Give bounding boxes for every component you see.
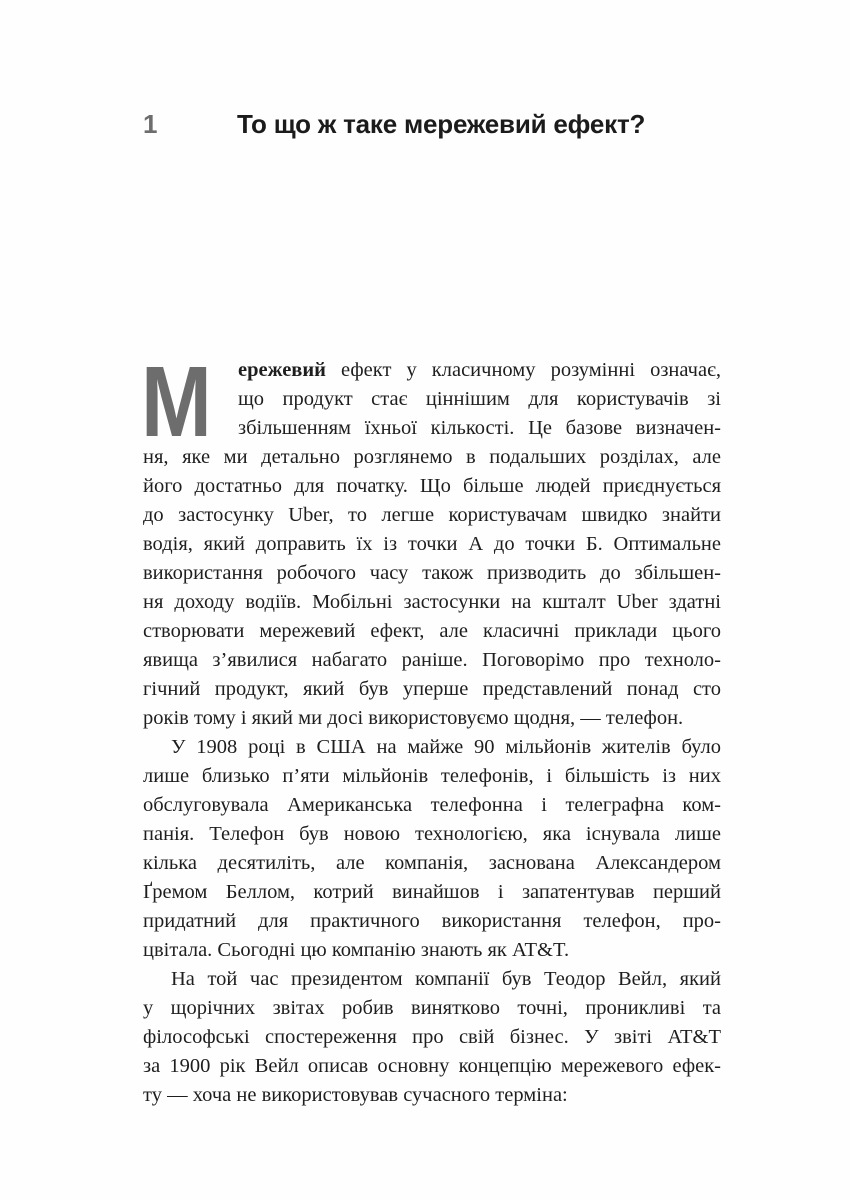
text-line: кілька десятиліть, але компанія, заснована Александером <box>143 852 721 874</box>
text-line: лише близько п’яти мільйонів телефонів, і більшість із них <box>143 765 721 787</box>
paragraph-3 <box>143 965 721 1110</box>
text-line: років тому і який ми досі використовуємо щодня, — телефон. <box>143 707 684 729</box>
text-line: У 1908 році в США на майже 90 мільйонів жителів було <box>171 736 721 758</box>
paragraph-1 <box>141 346 721 733</box>
text-line: цвітала. Сьогодні цю компанію знають як AT&T. <box>143 939 570 961</box>
paragraph-2 <box>143 733 721 965</box>
text-line: придатний для практичного використання телефон, про- <box>143 910 721 932</box>
text-line: ту — хоча не використовував сучасного терміна: <box>143 1084 568 1106</box>
text-line: до застосунку Uber, то легше користувачам швидко знайти <box>143 504 721 526</box>
text-line: гічний продукт, який був уперше представлений понад сто <box>143 678 721 700</box>
text-line: за 1900 рік Вейл описав основну концепцію мережевого ефек- <box>143 1055 721 1077</box>
dropcap-letter: М <box>141 346 212 458</box>
chapter-title: То що ж таке мережевий ефект? <box>237 109 646 139</box>
text-line: створювати мережевий ефект, але класичні приклади цього <box>143 620 721 642</box>
text-line: панія. Телефон був новою технологією, яка існувала лише <box>143 823 721 845</box>
text-line: що продукт стає ціннішим для користувачів зі <box>238 388 721 410</box>
lead-word: ережевий <box>238 359 326 381</box>
body-text <box>141 346 721 1110</box>
text-line: водія, який доправить їх із точки А до точки Б. Оптимальне <box>143 533 721 555</box>
text-line: філософські спостереження про свій бізнес. У звіті AT&T <box>143 1026 721 1048</box>
line-text: ефект у класичному розумінні означає, <box>326 359 721 381</box>
text-line: Ґремом Беллом, котрий винайшов і запатентував перший <box>143 881 721 903</box>
text-line: його достатньо для початку. Що більше людей приєднується <box>143 475 721 497</box>
chapter-header <box>143 108 723 142</box>
text-line: збільшенням їхньої кількості. Це базове визначен- <box>238 417 721 439</box>
text-line: обслуговувала Американська телефонна і телеграфна ком- <box>143 794 721 816</box>
text-line: На той час президентом компанії був Теодор Вейл, який <box>171 968 721 990</box>
text-line: явища з’явилися набагато раніше. Поговорімо про техноло- <box>143 649 721 671</box>
text-line: у щорічних звітах робив винятково точні, проникливі та <box>143 997 721 1019</box>
dropcap-box <box>141 346 238 458</box>
text-line: ня, яке ми детально розглянемо в подальших розділах, але <box>143 446 721 468</box>
text-line: ня доходу водіїв. Мобільні застосунки на кшталт Uber здатні <box>143 591 721 613</box>
chapter-number: 1 <box>143 109 158 139</box>
text-line: використання робочого часу також призводить до збільшен- <box>143 562 721 584</box>
